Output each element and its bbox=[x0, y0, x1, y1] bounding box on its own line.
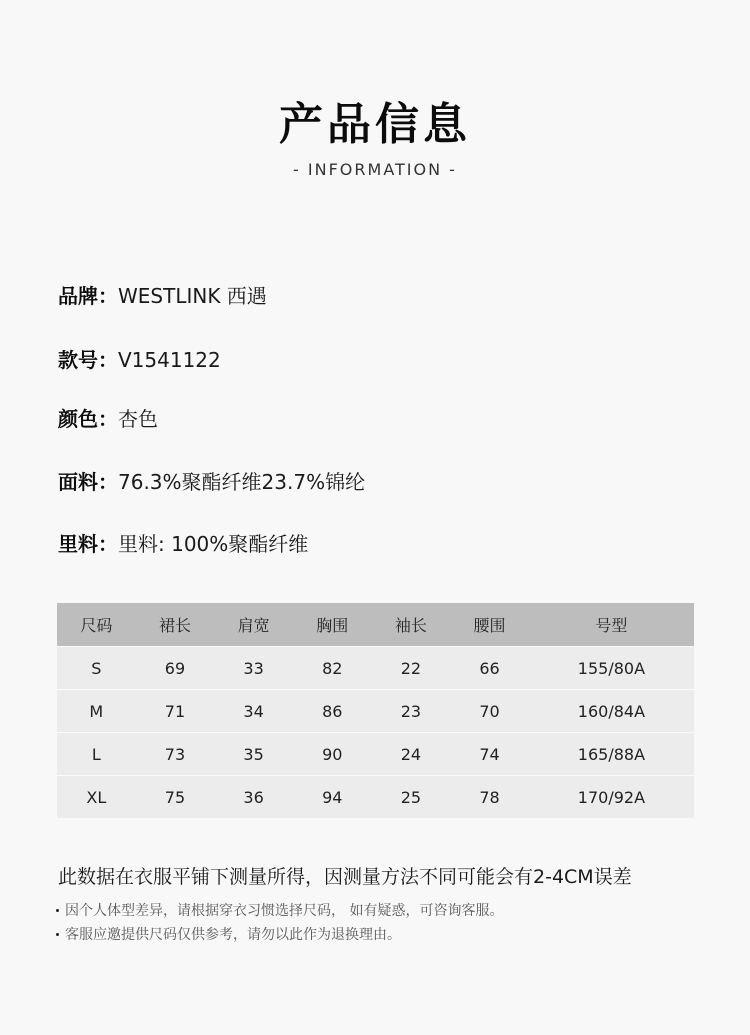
info-row-lining bbox=[58, 528, 308, 557]
info-row-style-number bbox=[58, 344, 221, 373]
note-text: 因个人体型差异，请根据穿衣习惯选择尺码， 如有疑惑，可咨询客服。 bbox=[65, 903, 504, 919]
table-cell: 170/92A bbox=[529, 776, 694, 819]
table-cell: 165/88A bbox=[529, 733, 694, 776]
info-row-color bbox=[58, 403, 158, 432]
table-cell: 70 bbox=[450, 690, 529, 733]
note-item bbox=[56, 900, 503, 920]
table-cell: 66 bbox=[450, 647, 529, 690]
table-cell: L bbox=[57, 733, 136, 776]
info-value: V1541122 bbox=[118, 348, 221, 372]
info-value: 杏色 bbox=[118, 407, 158, 431]
bullet-dot-icon bbox=[56, 933, 59, 936]
table-cell: 25 bbox=[372, 776, 451, 819]
page-subtitle: - INFORMATION - bbox=[293, 160, 457, 179]
table-row bbox=[57, 690, 694, 733]
table-cell: XL bbox=[57, 776, 136, 819]
table-cell: 36 bbox=[214, 776, 293, 819]
table-cell: S bbox=[57, 647, 136, 690]
header-cell: 肩宽 bbox=[214, 603, 293, 647]
info-value: WESTLINK 西遇 bbox=[118, 284, 267, 308]
info-row-fabric bbox=[58, 466, 365, 495]
table-cell: 33 bbox=[214, 647, 293, 690]
table-row bbox=[57, 733, 694, 776]
table-cell: 24 bbox=[372, 733, 451, 776]
table-cell: 78 bbox=[450, 776, 529, 819]
table-cell: 160/84A bbox=[529, 690, 694, 733]
table-cell: 71 bbox=[136, 690, 215, 733]
table-cell: 69 bbox=[136, 647, 215, 690]
info-key: 款号： bbox=[58, 348, 118, 372]
info-key: 颜色： bbox=[58, 407, 118, 431]
info-row-brand bbox=[58, 280, 267, 309]
table-cell: 82 bbox=[293, 647, 372, 690]
table-cell: 86 bbox=[293, 690, 372, 733]
table-cell: 90 bbox=[293, 733, 372, 776]
table-cell: 74 bbox=[450, 733, 529, 776]
info-value: 76.3%聚酯纤维23.7%锦纶 bbox=[118, 470, 366, 494]
table-cell: 23 bbox=[372, 690, 451, 733]
table-cell: 34 bbox=[214, 690, 293, 733]
table-cell: 94 bbox=[293, 776, 372, 819]
bullet-dot-icon bbox=[56, 909, 59, 912]
table-row bbox=[57, 647, 694, 690]
info-key: 里料： bbox=[58, 532, 118, 556]
table-cell: 75 bbox=[136, 776, 215, 819]
header-cell: 胸围 bbox=[293, 603, 372, 647]
header-cell: 腰围 bbox=[450, 603, 529, 647]
table-row bbox=[57, 776, 694, 819]
size-table bbox=[57, 603, 694, 818]
header-cell: 裙长 bbox=[136, 603, 215, 647]
size-table-header bbox=[57, 603, 694, 647]
table-cell: 73 bbox=[136, 733, 215, 776]
header-cell: 尺码 bbox=[57, 603, 136, 647]
info-key: 品牌： bbox=[58, 284, 118, 308]
note-item bbox=[56, 924, 401, 944]
table-cell: 22 bbox=[372, 647, 451, 690]
page-title: 产品信息 bbox=[279, 99, 471, 150]
note-text: 客服应邀提供尺码仅供参考，请勿以此作为退换理由。 bbox=[65, 927, 401, 943]
measurement-note: 此数据在衣服平铺下测量所得，因测量方法不同可能会有2-4CM误差 bbox=[58, 866, 632, 888]
table-cell: 155/80A bbox=[529, 647, 694, 690]
table-cell: M bbox=[57, 690, 136, 733]
info-key: 面料： bbox=[58, 470, 118, 494]
header-cell: 袖长 bbox=[372, 603, 451, 647]
table-cell: 35 bbox=[214, 733, 293, 776]
header-cell: 号型 bbox=[529, 603, 694, 647]
info-value: 里料: 100%聚酯纤维 bbox=[118, 532, 309, 556]
